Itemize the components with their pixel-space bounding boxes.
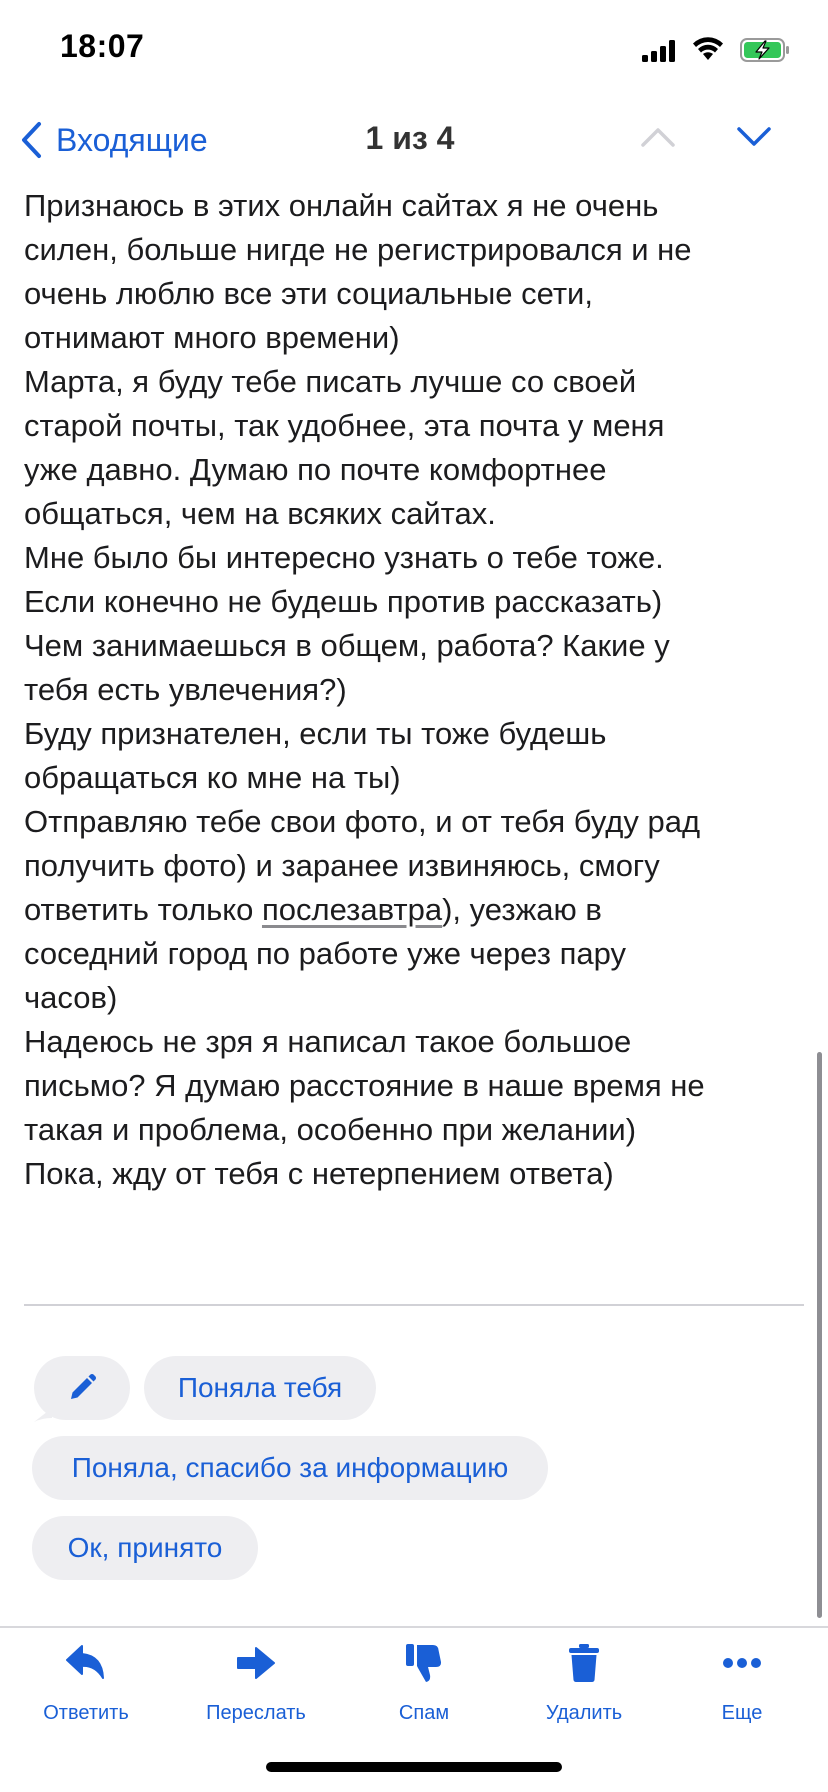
body-line: такая и проблема, особенно при желании) — [24, 1112, 637, 1147]
body-line: Чем занимаешься в общем, работа? Какие у — [24, 628, 670, 663]
body-line: получить фото) и заранее извиняюсь, смогу — [24, 848, 660, 883]
delete-button[interactable] — [514, 1640, 654, 1725]
message-position-text: 1 из 4 — [365, 120, 455, 156]
reply-icon — [65, 1644, 107, 1682]
body-line: соседний город по работе уже через пару — [24, 936, 626, 971]
body-line: тебя есть увлечения?) — [24, 672, 347, 707]
body-line: силен, больше нигде не регистрировался и не — [24, 232, 692, 267]
reply-icon-wrap — [16, 1640, 156, 1686]
body-line: очень люблю все эти социальные сети, — [24, 276, 593, 311]
more-icon-wrap — [672, 1640, 812, 1686]
reply-label: Ответить — [43, 1702, 129, 1724]
navigation-bar — [0, 110, 828, 170]
status-bar — [0, 0, 828, 100]
chevron-down-icon — [736, 126, 772, 148]
next-message-button[interactable] — [736, 126, 772, 153]
message-position — [0, 120, 826, 157]
body-line: Буду признателен, если ты тоже будешь — [24, 716, 607, 751]
email-body — [24, 184, 814, 1196]
smart-reply-chip[interactable]: Ок, принято — [32, 1516, 258, 1580]
forward-label: Переслать — [206, 1702, 306, 1724]
smart-reply-chip[interactable]: Поняла, спасибо за информацию — [32, 1436, 548, 1500]
body-line: отнимают много времени) — [24, 320, 400, 355]
forward-button[interactable] — [186, 1640, 326, 1725]
body-line: письмо? Я думаю расстояние в наше время не — [24, 1068, 705, 1103]
thumbs-down-icon — [405, 1642, 443, 1684]
wifi-icon — [692, 36, 724, 62]
chip-tail-decoration — [34, 1408, 52, 1422]
body-line: Отправляю тебе свои фото, и от тебя буду рад — [24, 804, 701, 839]
delete-icon-wrap — [514, 1640, 654, 1686]
home-indicator — [266, 1762, 562, 1772]
delete-label: Удалить — [545, 1702, 623, 1724]
body-line: Пока, жду от тебя с нетерпением ответа) — [24, 1156, 614, 1191]
forward-arrow-icon — [236, 1646, 276, 1680]
smart-reply-chip[interactable]: Поняла тебя — [144, 1356, 376, 1420]
chevron-up-icon — [640, 126, 676, 148]
pencil-icon — [67, 1373, 97, 1403]
ellipsis-icon — [722, 1657, 762, 1669]
battery-charging-icon — [740, 38, 790, 62]
spam-icon-wrap — [354, 1640, 494, 1686]
reply-button[interactable] — [16, 1640, 156, 1725]
body-line: общаться, чем на всяких сайтах. — [24, 496, 496, 531]
date-link[interactable]: послезавтра — [261, 892, 443, 927]
spam-button[interactable] — [354, 1640, 494, 1725]
body-line: Марта, я буду тебе писать лучше со своей — [24, 364, 637, 399]
body-text: ответить только — [24, 892, 262, 927]
body-line: уже давно. Думаю по почте комфортнее — [24, 452, 607, 487]
body-line: обращаться ко мне на ты) — [24, 760, 401, 795]
body-line: часов) — [24, 980, 118, 1015]
body-line: Надеюсь не зря я написал такое большое — [24, 1024, 632, 1059]
status-time: 18:07 — [60, 28, 145, 64]
spam-label: Спам — [398, 1702, 450, 1724]
body-line: Если конечно не будешь против рассказать) — [24, 584, 663, 619]
body-line — [24, 888, 814, 932]
trash-icon — [568, 1643, 600, 1683]
forward-icon-wrap — [186, 1640, 326, 1686]
bottom-toolbar — [0, 1628, 828, 1738]
body-line: старой почты, так удобнее, эта почта у меня — [24, 408, 665, 443]
scrollbar[interactable] — [817, 1052, 822, 1618]
back-label: Входящие — [56, 121, 208, 158]
divider — [24, 1304, 804, 1306]
body-text: ), уезжаю в — [442, 892, 602, 927]
previous-message-button[interactable] — [640, 126, 676, 153]
body-line: Признаюсь в этих онлайн сайтах я не очень — [24, 188, 659, 223]
body-line: Мне было бы интересно узнать о тебе тоже. — [24, 540, 664, 575]
more-label: Еще — [721, 1702, 763, 1724]
cellular-signal-icon — [642, 40, 676, 62]
more-button[interactable] — [672, 1640, 812, 1725]
